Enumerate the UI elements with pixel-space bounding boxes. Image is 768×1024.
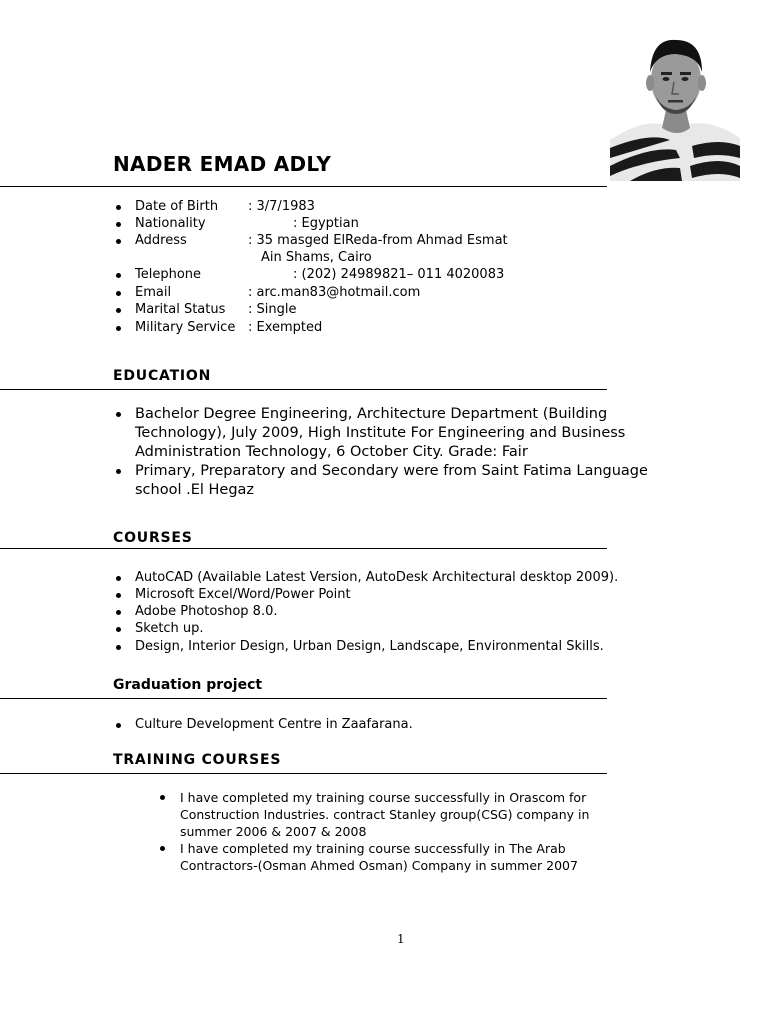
header-divider [0,186,607,187]
bullet [116,308,121,313]
graduation-item: Culture Development Centre in Zaafarana. [135,717,413,732]
education-item-line: school .El Hegaz [135,482,255,498]
course-item: Microsoft Excel/Word/Power Point [135,587,351,602]
education-item-line: Administration Technology, 6 October City. Grade: Fair [135,444,528,460]
dob-value: : 3/7/1983 [248,199,315,214]
bullet [116,326,121,331]
email-label: Email [135,285,172,300]
bullet [116,593,121,598]
graduation-divider [0,698,607,699]
course-item: Adobe Photoshop 8.0. [135,604,278,619]
address-value: : 35 masged ElReda-from Ahmad Esmat [248,233,508,248]
bullet [116,610,121,615]
training-item-line: Construction Industries. contract Stanley group(CSG) company in [180,807,590,822]
nationality-label: Nationality [135,216,206,231]
training-item-line: Contractors-(Osman Ahmed Osman) Company in summer 2007 [180,858,578,873]
telephone-value: : (202) 24989821– 011 4020083 [293,267,505,282]
military-service-label: Military Service [135,320,236,335]
nationality-value: : Egyptian [293,216,359,231]
courses-divider [0,548,607,549]
email-value: : arc.man83@hotmail.com [248,285,421,300]
bullet [116,222,121,227]
bullet [116,205,121,210]
address-label: Address [135,233,187,248]
course-item: Sketch up. [135,621,204,636]
page-number: 1 [397,932,405,946]
marital-status-label: Marital Status [135,302,226,317]
education-divider [0,389,607,390]
courses-heading: COURSES [113,530,193,546]
military-service-value: : Exempted [248,320,323,335]
bullet [116,239,121,244]
training-item-line: I have completed my training course successfully in Orascom for [180,790,587,805]
course-item: Design, Interior Design, Urban Design, Landscape, Environmental Skills. [135,639,604,654]
candidate-name: NADER EMAD ADLY [113,152,332,176]
education-item-line: Primary, Preparatory and Secondary were from Saint Fatima Language [135,463,648,479]
course-item: AutoCAD (Available Latest Version, AutoDesk Architectural desktop 2009). [135,570,619,585]
training-divider [0,773,607,774]
telephone-label: Telephone [135,267,202,282]
bullet [160,846,165,851]
marital-status-value: : Single [248,302,297,317]
graduation-project-heading: Graduation project [113,677,263,693]
training-courses-heading: TRAINING COURSES [113,752,282,768]
bullet [116,273,121,278]
education-item-line: Technology), July 2009, High Institute For Engineering and Business [135,425,626,441]
bullet [116,723,121,728]
training-item-line: summer 2006 & 2007 & 2008 [180,824,367,839]
education-item-line: Bachelor Degree Engineering, Architecture Department (Building [135,406,608,422]
address-value-line2: Ain Shams, Cairo [261,250,372,265]
education-heading: EDUCATION [113,368,212,384]
bullet [116,645,121,650]
profile-photo [610,28,740,181]
training-item-line: I have completed my training course successfully in The Arab [180,841,566,856]
bullet [116,412,121,417]
dob-label: Date of Birth [135,199,219,214]
bullet [160,795,165,800]
bullet [116,469,121,474]
bullet [116,576,121,581]
bullet [116,291,121,296]
bullet [116,627,121,632]
